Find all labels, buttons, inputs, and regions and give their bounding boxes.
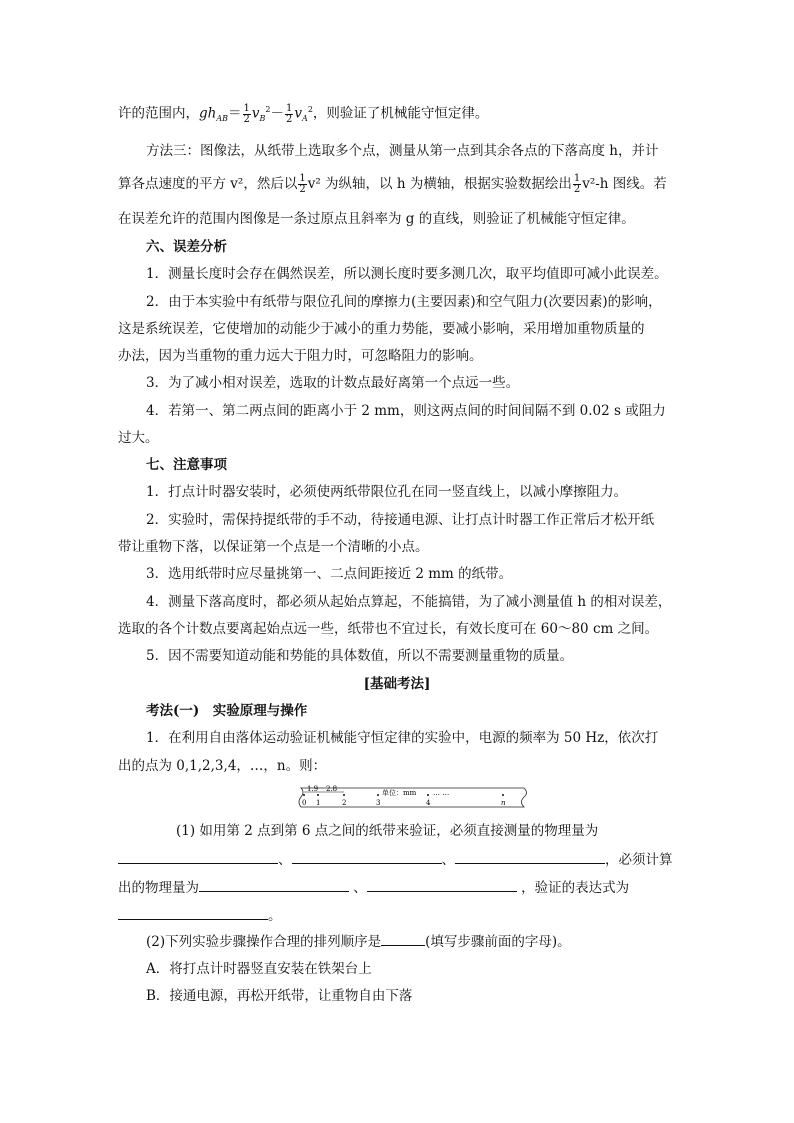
text: 、 <box>353 880 367 896</box>
option-a: A．将打点计时器竖直安装在铁架台上 <box>146 961 372 977</box>
section-title-error-analysis: 六、误差分析 <box>146 239 227 255</box>
equals: ＝ <box>228 105 242 122</box>
num: 1 <box>286 102 293 114</box>
s7-item4-line1: 4．测量下落高度时，都必须从起始点算起，不能搞错，为了减小测量值 h 的相对误差， <box>146 594 672 610</box>
s7-item4-line2: 选取的各个计数点要离起始点远一些，纸带也不宜过长，有效长度可在 60～80 cm 之间。 <box>118 621 659 637</box>
s6-item3: 3．为了减小相对误差，选取的计数点最好离第一个点远一些。 <box>146 375 520 391</box>
point-n: n <box>501 799 506 807</box>
answer-blank-2[interactable] <box>292 849 442 864</box>
text: 、 <box>441 852 455 868</box>
s7-item1: 1．打点计时器安装时，必须使两纸带限位孔在同一竖直线上，以减小摩擦阻力。 <box>146 484 628 500</box>
text: (填写步骤前面的字母)。 <box>425 934 571 950</box>
s7-item2-line1: 2．实验时，需保持提纸带的手不动，待接通电源、让打点计时器工作正常后才松开纸 <box>146 512 655 528</box>
paper-tape-figure <box>298 784 528 810</box>
method3-line2 <box>118 174 688 195</box>
point-2: 2 <box>342 799 347 807</box>
answer-blank-1[interactable] <box>118 849 278 864</box>
formula-line <box>118 100 688 129</box>
num: 1 <box>573 173 581 184</box>
text: (2)下列实验步骤操作合理的排列顺序是 <box>146 934 382 950</box>
q1-part2-line <box>146 931 716 952</box>
fraction-half <box>298 174 306 195</box>
sup-2: 2 <box>307 105 313 114</box>
sub-a: A <box>302 114 308 124</box>
answer-blank-7[interactable] <box>381 931 425 946</box>
answer-blank-3[interactable] <box>455 849 605 864</box>
s6-item2-line2: 这是系统误差，它使增加的动能少于减小的重力势能，要减小影响，采用增加重物质量的 <box>118 321 645 337</box>
option-b: B．接通电源，再松开纸带，让重物自由下落 <box>146 988 413 1004</box>
section-title-notes: 七、注意事项 <box>146 457 227 473</box>
s7-item5: 5．因不需要知道动能和势能的具体数值，所以不需要测量重物的质量。 <box>146 648 574 664</box>
s6-item4-line2: 过大。 <box>118 430 159 446</box>
sub-b: B <box>259 114 266 124</box>
answer-blank-5[interactable] <box>367 877 517 892</box>
s6-item1: 1．测量长度时会存在偶然误差，所以测长度时要多测几次，取平均值即可减小此误差。 <box>146 266 668 282</box>
point-0: 0 <box>302 799 307 807</box>
text: 。 <box>268 908 282 924</box>
method3-line1: 方法三：图像法，从纸带上选取多个点，测量从第一点到其余各点的下落高度 h，并计 <box>146 143 659 159</box>
q1-part1-line4 <box>118 905 688 926</box>
var-h: h <box>207 105 217 122</box>
text: ，必须计算 <box>605 852 673 868</box>
dist-2: 2.8 <box>326 785 338 793</box>
dist-1: 1.9 <box>307 785 319 793</box>
point-3: 3 <box>376 799 381 807</box>
sub-ab: AB <box>216 114 229 124</box>
question1-line1: 1．在利用自由落体运动验证机械能守恒定律的实验中，电源的频率为 50 Hz，依次打 <box>146 730 659 746</box>
unit-label: 单位：mm <box>382 789 417 797</box>
text: 许的范围内， <box>118 105 199 122</box>
q1-part1-line3 <box>118 877 688 898</box>
den: 2 <box>299 184 306 195</box>
var-va: v <box>294 105 303 122</box>
fraction-half <box>285 104 293 125</box>
var-vb: v <box>251 105 260 122</box>
s6-item4-line1: 4．若第一、第二两点间的距离小于 2 mm，则这两点间的时间间隔不到 0.02 s 或阻力 <box>146 403 666 419</box>
text: v²-h 图线。若 <box>582 176 667 192</box>
s7-item3: 3．选用纸带时应尽量挑第一、二点间距接近 2 mm 的纸带。 <box>146 566 513 582</box>
den: 2 <box>286 113 293 125</box>
point-4: 4 <box>426 799 431 807</box>
text: 、 <box>278 852 292 868</box>
q1-part1-line2 <box>118 849 688 870</box>
method-heading: 考法(一) 实验原理与操作 <box>146 703 308 719</box>
q1-part1-line1: (1) 如用第 2 点到第 6 点之间的纸带来验证，必须直接测量的物理量为 <box>176 823 599 839</box>
question1-line2: 出的点为 0,1,2,3,4，…，n。则： <box>118 758 327 774</box>
den: 2 <box>243 113 250 125</box>
basic-heading: [基础考法] <box>363 676 431 692</box>
var-g: g <box>199 105 208 122</box>
fraction-half <box>243 104 251 125</box>
minus: － <box>270 105 285 122</box>
text: ，则验证了机械能守恒定律。 <box>312 105 489 122</box>
s7-item2-line2: 带让重物下落，以保证第一个点是一个清晰的小点。 <box>118 539 429 555</box>
method3-line3: 在误差允许的范围内图像是一条过原点且斜率为 g 的直线，则验证了机械能守恒定律。 <box>118 211 635 227</box>
s6-item2-line1: 2．由于本实验中有纸带与限位孔间的摩擦力(主要因素)和空气阻力(次要因素)的影响， <box>146 294 662 310</box>
point-1: 1 <box>316 799 321 807</box>
s6-item2-line3: 办法，因为当重物的重力远大于阻力时，可忽略阻力的影响。 <box>118 348 483 364</box>
sup-2: 2 <box>265 105 271 114</box>
answer-blank-6[interactable] <box>118 905 268 920</box>
num: 1 <box>299 173 306 184</box>
den: 2 <box>573 184 581 195</box>
num: 1 <box>243 102 250 114</box>
text: 出的物理量为 <box>118 880 199 896</box>
text: 算各点速度的平方 v²，然后以 <box>118 176 298 192</box>
answer-blank-4[interactable] <box>199 877 349 892</box>
text: ，验证的表达式为 <box>521 880 630 896</box>
fraction-half <box>573 174 581 195</box>
text: v² 为纵轴，以 h 为横轴，根据实验数据绘出 <box>307 176 572 192</box>
ellipsis: … … <box>433 789 450 797</box>
